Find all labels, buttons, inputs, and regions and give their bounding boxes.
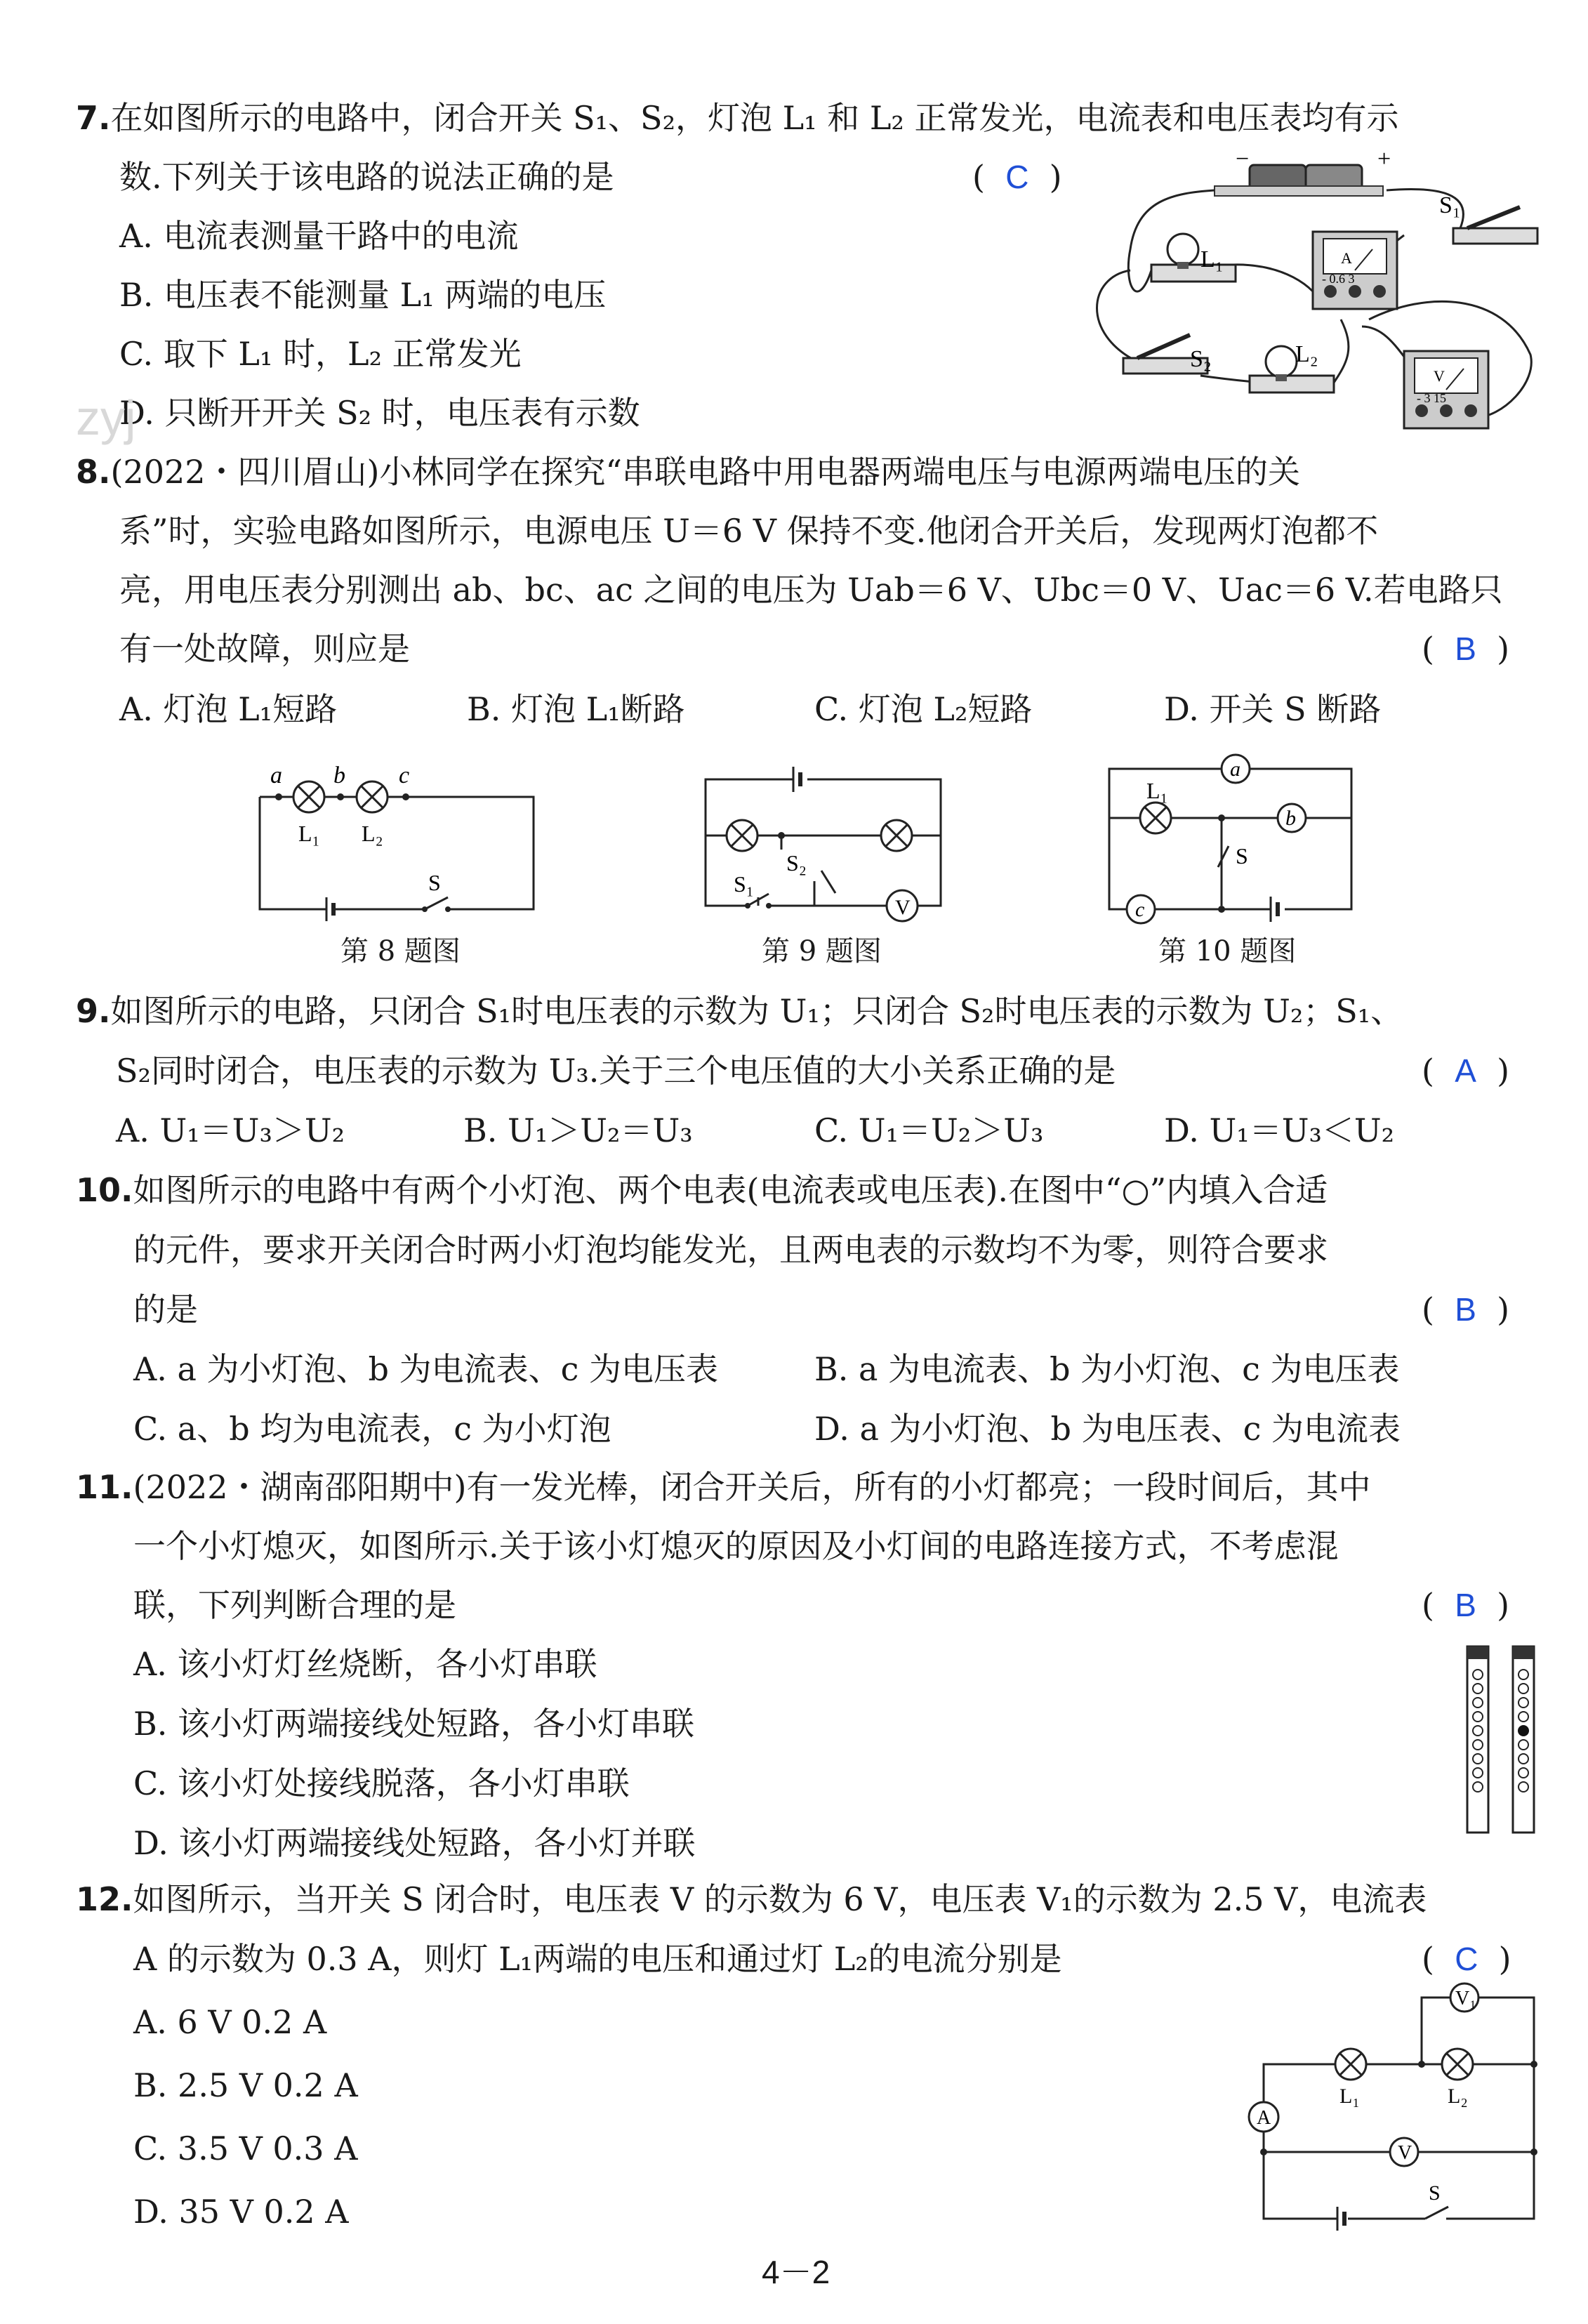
q7-answer: ( C )	[972, 158, 1062, 196]
bulb-l2-icon	[1442, 2049, 1473, 2080]
svg-text:−: −	[1236, 146, 1250, 172]
svg-text:V: V	[1398, 2142, 1412, 2164]
watermark: zyj	[76, 390, 136, 445]
q11-line1: 11.(2022・湖南邵阳期中)有一发光棒，闭合开关后，所有的小灯都亮；一段时间后，其中	[76, 1468, 1371, 1506]
q7-line1: 7.在如图所示的电路中，闭合开关 S₁、S₂，灯泡 L₁ 和 L₂ 正常发光，电流表和电压表均有示	[76, 99, 1399, 137]
battery-icon	[1271, 897, 1278, 922]
svg-text:c: c	[1135, 898, 1145, 921]
battery-icon	[1337, 2207, 1344, 2231]
svg-text:S: S	[428, 870, 441, 895]
q7-option-b: B. 电压表不能测量 L₁ 两端的电压	[119, 276, 607, 314]
q8-option-b: B. 灯泡 L₁断路	[467, 690, 685, 728]
q8-answer: ( B )	[1422, 630, 1510, 668]
q12-option-a: A. 6 V 0.2 A	[133, 2003, 327, 2041]
svg-text:V₁: V₁	[1455, 1988, 1476, 2009]
q12-option-d: D. 35 V 0.2 A	[133, 2193, 349, 2231]
svg-text:L₂: L₂	[1448, 2085, 1468, 2108]
q12-option-c: C. 3.5 V 0.3 A	[133, 2130, 358, 2167]
q10-option-c: C. a、b 均为电流表，c 为小灯泡	[133, 1410, 611, 1448]
q11-option-a: A. 该小灯灯丝烧断，各小灯串联	[133, 1645, 597, 1683]
q10-answer: ( B )	[1422, 1290, 1510, 1328]
svg-text:S₂: S₂	[1190, 346, 1212, 372]
svg-text:b: b	[1285, 807, 1296, 830]
q8-figure-caption: 第 8 题图	[340, 935, 461, 968]
q10-option-b: B. a 为电流表、b 为小灯泡、c 为电压表	[814, 1350, 1400, 1388]
light-stick-icon	[1513, 1646, 1534, 1833]
svg-text:+: +	[1377, 146, 1391, 172]
svg-text:L₁: L₁	[1146, 778, 1168, 803]
q9-option-a: A. U₁＝U₃＞U₂	[116, 1111, 345, 1149]
q7-line2: 数.下列关于该电路的说法正确的是	[119, 158, 614, 196]
svg-text:L₂: L₂	[362, 821, 383, 846]
q9-option-b: B. U₁＞U₂＝U₃	[463, 1111, 693, 1149]
q11-answer: ( B )	[1422, 1586, 1510, 1624]
svg-text:L₁: L₁	[298, 821, 320, 846]
q9-line2: S₂同时闭合，电压表的示数为 U₃.关于三个电压值的大小关系正确的是	[116, 1052, 1116, 1090]
q12-circuit-figure	[1250, 1983, 1544, 2236]
q7-option-d: D. 只断开开关 S₂ 时，电压表有示数	[119, 394, 640, 432]
q9-option-d: D. U₁＝U₃＜U₂	[1164, 1111, 1395, 1149]
q10-option-d: D. a 为小灯泡、b 为电压表、c 为电流表	[814, 1410, 1401, 1448]
q8-line3: 亮，用电压表分别测出 ab、bc、ac 之间的电压为 Uab＝6 V、Ubc＝0 V、Uac＝6 V.若电路只	[119, 571, 1503, 609]
bulb-icon	[881, 820, 912, 851]
svg-text:b: b	[333, 762, 345, 788]
svg-text:L₂: L₂	[1295, 341, 1318, 367]
q9-figure-caption: 第 9 题图	[762, 935, 882, 968]
q8-line1: 8.(2022・四川眉山)小林同学在探究“串联电路中用电器两端电压与电源两端电压的关	[76, 453, 1300, 491]
q9-circuit-figure	[699, 765, 951, 920]
svg-text:V: V	[895, 896, 911, 919]
q8-option-c: C. 灯泡 L₂短路	[814, 690, 1033, 728]
svg-text:S: S	[1236, 843, 1248, 869]
q9-answer: ( A )	[1422, 1052, 1510, 1090]
q7-option-a: A. 电流表测量干路中的电流	[119, 217, 519, 255]
q7-circuit-figure	[1109, 146, 1544, 446]
battery-icon	[326, 897, 333, 921]
q10-line3: 的是	[133, 1290, 198, 1328]
q12-answer: ( C )	[1422, 1940, 1511, 1978]
q7-option-c: C. 取下 L₁ 时，L₂ 正常发光	[119, 335, 522, 373]
page-number: 4－2	[762, 2254, 831, 2290]
svg-text:S₂: S₂	[786, 850, 807, 876]
bulb-l1-icon	[293, 781, 324, 812]
q11-line3: 联，下列判断合理的是	[133, 1586, 456, 1624]
q9-line1: 9.如图所示的电路，只闭合 S₁时电压表的示数为 U₁；只闭合 S₂时电压表的示数为 U₂；S₁、	[76, 992, 1403, 1030]
q10-line2: 的元件，要求开关闭合时两小灯泡均能发光，且两电表的示数均不为零，则符合要求	[133, 1231, 1328, 1269]
svg-text:L₁: L₁	[1339, 2085, 1360, 2108]
ammeter-icon	[1313, 232, 1397, 309]
q10-option-a: A. a 为小灯泡、b 为电流表、c 为电压表	[133, 1350, 718, 1388]
bulb-l1-icon	[1140, 803, 1171, 833]
svg-text:- 0.6 3: - 0.6 3	[1322, 272, 1355, 286]
q9-option-c: C. U₁＝U₂＞U₃	[814, 1111, 1044, 1149]
q11-option-b: B. 该小灯两端接线处短路，各小灯串联	[133, 1705, 695, 1743]
svg-text:a: a	[270, 762, 282, 788]
q8-circuit-figure	[253, 762, 555, 920]
bulb-icon	[727, 820, 757, 851]
q11-line2: 一个小灯熄灭，如图所示.关于该小灯熄灭的原因及小灯间的电路连接方式，不考虑混	[133, 1527, 1339, 1565]
light-stick-icon	[1467, 1646, 1488, 1833]
svg-text:a: a	[1230, 758, 1240, 781]
q10-figure-caption: 第 10 题图	[1158, 935, 1297, 968]
q12-line1: 12.如图所示，当开关 S 闭合时，电压表 V 的示数为 6 V，电压表 V₁的示数为 2.5 V，电流表	[76, 1880, 1427, 1918]
q12-option-b: B. 2.5 V 0.2 A	[133, 2066, 358, 2104]
bulb-l2-icon	[1250, 346, 1334, 392]
svg-text:S: S	[1429, 2181, 1441, 2205]
q8-option-a: A. 灯泡 L₁短路	[119, 690, 338, 728]
q8-option-d: D. 开关 S 断路	[1164, 690, 1382, 728]
q8-line4: 有一处故障，则应是	[119, 630, 410, 668]
q11-option-d: D. 该小灯两端接线处短路，各小灯并联	[133, 1824, 696, 1862]
q10-line1: 10.如图所示的电路中有两个小灯泡、两个电表(电流表或电压表).在图中“○”内填入合适	[76, 1171, 1328, 1209]
svg-text:S₁: S₁	[1439, 192, 1461, 218]
q11-light-stick-figure	[1464, 1643, 1541, 1840]
voltmeter-icon	[1404, 351, 1488, 428]
svg-text:c: c	[399, 762, 410, 788]
q8-line2: 系”时，实验电路如图所示，电源电压 U＝6 V 保持不变.他闭合开关后，发现两灯泡都不	[119, 512, 1379, 550]
svg-text:V: V	[1434, 367, 1445, 385]
switch-s1-icon	[1453, 207, 1537, 244]
q12-line2: A 的示数为 0.3 A，则灯 L₁两端的电压和通过灯 L₂的电流分别是	[133, 1940, 1062, 1978]
svg-text:- 3 15: - 3 15	[1417, 391, 1446, 405]
svg-text:L₁: L₁	[1200, 246, 1224, 272]
svg-text:S₁: S₁	[734, 871, 754, 897]
q11-option-c: C. 该小灯处接线脱落，各小灯串联	[133, 1764, 630, 1802]
q10-circuit-figure	[1106, 755, 1358, 920]
battery-icon	[793, 767, 800, 792]
bulb-l1-icon	[1335, 2049, 1366, 2080]
svg-text:A: A	[1257, 2107, 1271, 2129]
svg-text:A: A	[1341, 249, 1352, 267]
bulb-l2-icon	[357, 781, 388, 812]
